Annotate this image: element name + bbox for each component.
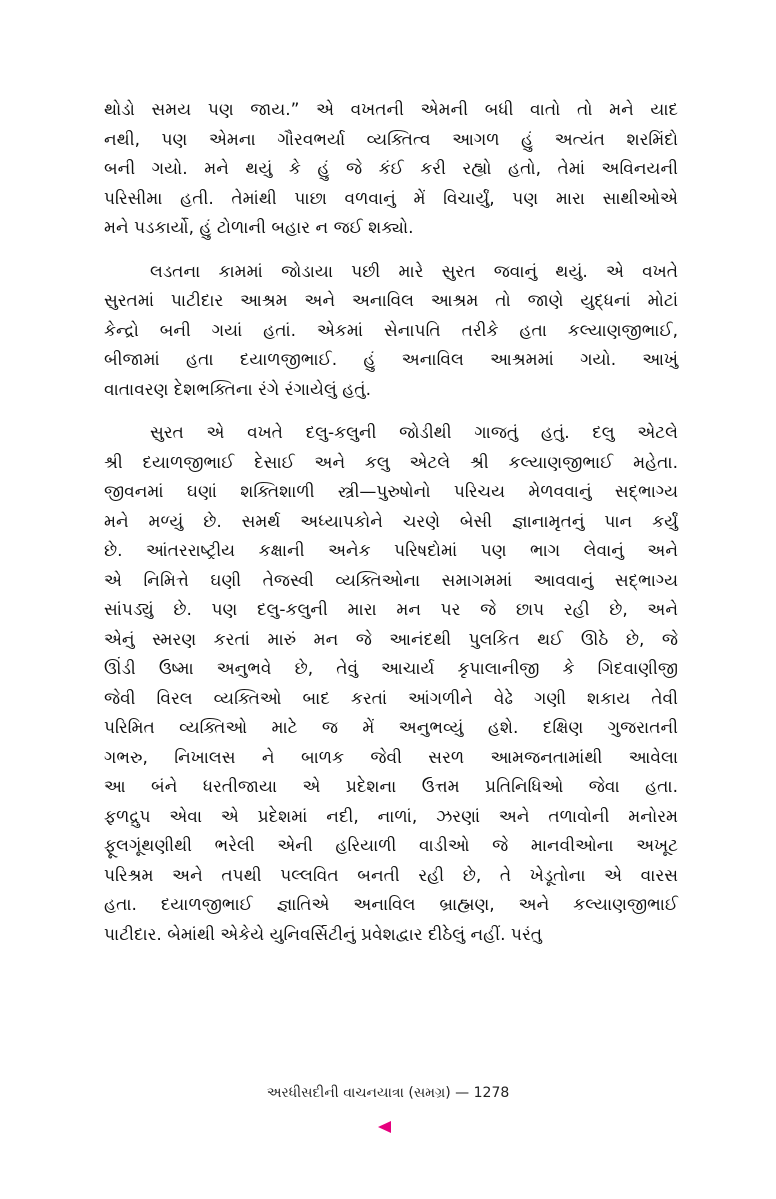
text-line: ગભરુ, નિખાલસ ને બાળક જેવી સરળ આમજનતામાંથી આવેલા: [104, 747, 678, 768]
text-line: ફૂલગૂંથણીથી ભરેલી એની હરિયાળી વાડીઓ જે માનવીઓના અખૂટ: [104, 836, 678, 856]
text-line: મને મળ્યું છે. સમર્થ અધ્યાપકોને ચરણે બેસી જ્ઞાનામૃતનું પાન કર્યું: [104, 511, 678, 532]
text-line: કેન્દ્રો બની ગયાં હતાં. એકમાં સેનાપતિ તરીકે હતા કલ્યાણજીભાઈ,: [104, 320, 678, 341]
text-line: એનું સ્મરણ કરતાં મારું મન જે આનંદથી પુલકિત થઈ ઊઠે છે, જે: [104, 629, 678, 650]
text-line: વાતાવરણ દેશભક્તિના રંગે રંગાયેલું હતું.: [104, 379, 371, 400]
text-line: બીજામાં હતા દયાળજીભાઈ. હું અનાવિલ આશ્રમમાં ગયો. આખું: [104, 350, 678, 370]
text-line: બની ગયો. મને થયું કે હું જે કંઈ કરી રહ્યો હતો, તેમાં અવિનયની: [104, 159, 678, 179]
text-line: હતા. દયાળજીભાઈ જ્ઞાતિએ અનાવિલ બ્રાહ્મણ, અને કલ્યાણજીભાઈ: [104, 895, 678, 915]
previous-page-arrow-icon[interactable]: [378, 1121, 391, 1133]
text-line: પાટીદાર. બેમાંથી એકેયે યુનિવર્સિટીનું પ્રવેશદ્વાર દીઠેલું નહીં. પરંતુ: [104, 924, 543, 945]
text-line: મને પડકાર્યો, હું ટોળાની બહાર ન જઈ શક્યો.: [104, 218, 414, 238]
page-footer: અરધીસદીની વાચનયાત્રા (સમગ્ર) — 1278: [266, 1085, 510, 1101]
text-line: છે. આંતરરાષ્ટ્રીય કક્ષાની અનેક પરિષદોમાં પણ ભાગ લેવાનું અને: [104, 541, 678, 561]
text-line: પરિશ્રમ અને તપથી પલ્લવિત બનતી રહી છે, તે ખેડૂતોના એ વારસ: [104, 865, 678, 886]
text-line: લડતના કામમાં જોડાયા પછી મારે સુરત જવાનું થયું. એ વખતે: [150, 261, 678, 282]
text-line: ઊંડી ઉષ્મા અનુભવે છે, તેવું આચાર્ય કૃપાલાનીજી કે ગિદવાણીજી: [104, 659, 678, 679]
text-line: સાંપડ્યું છે. પણ દલુ-કલુની મારા મન પર જે છાપ રહી છે, અને: [104, 600, 678, 620]
text-line: સુરત એ વખતે દલુ-કલુની જોડીથી ગાજતું હતું. દલુ એટલે: [150, 423, 678, 443]
paragraph: [104, 419, 678, 950]
text-line: એ નિમિત્તે ઘણી તેજસ્વી વ્યક્તિઓના સમાગમમાં આવવાનું સદ્ભાગ્ય: [104, 570, 678, 591]
text-line: જીવનમાં ઘણાં શક્તિશાળી સ્ત્રી—પુરુષોનો પરિચય મેળવવાનું સદ્ભાગ્ય: [104, 482, 678, 502]
text-line: સુરતમાં પાટીદાર આશ્રમ અને અનાવિલ આશ્રમ તો જાણે યુદ્ધનાં મોટાં: [104, 291, 678, 311]
text-line: આ બંને ધરતીજાયા એ પ્રદેશના ઉત્તમ પ્રતિનિધિઓ જેવા હતા.: [104, 777, 678, 797]
page-body: [104, 96, 678, 964]
paragraph: [104, 96, 678, 244]
text-line: થોડો સમય પણ જાય.” એ વખતની એમની બધી વાતો તો મને યાદ: [104, 100, 678, 120]
text-line: જેવી વિરલ વ્યક્તિઓ બાદ કરતાં આંગળીને વેઢે ગણી શકાય તેવી: [104, 688, 678, 709]
text-line: પરિસીમા હતી. તેમાંથી પાછા વળવાનું મેં વિચાર્યું, પણ મારા સાથીઓએ: [104, 188, 678, 209]
text-line: ફળદ્રુપ એવા એ પ્રદેશમાં નદી, નાળાં, ઝરણાં અને તળાવોની મનોરમ: [104, 806, 678, 827]
text-line: પરિમિત વ્યક્તિઓ માટે જ મેં અનુભવ્યું હશે. દક્ષિણ ગુજરાતની: [104, 718, 678, 738]
text-line: શ્રી દયાળજીભાઈ દેસાઈ અને કલુ એટલે શ્રી કલ્યાણજીભાઈ મહેતા.: [104, 452, 678, 473]
paragraph: [104, 258, 678, 406]
text-line: નથી, પણ એમના ગૌરવભર્યા વ્યક્તિત્વ આગળ હું અત્યંત શરમિંદો: [104, 129, 678, 150]
